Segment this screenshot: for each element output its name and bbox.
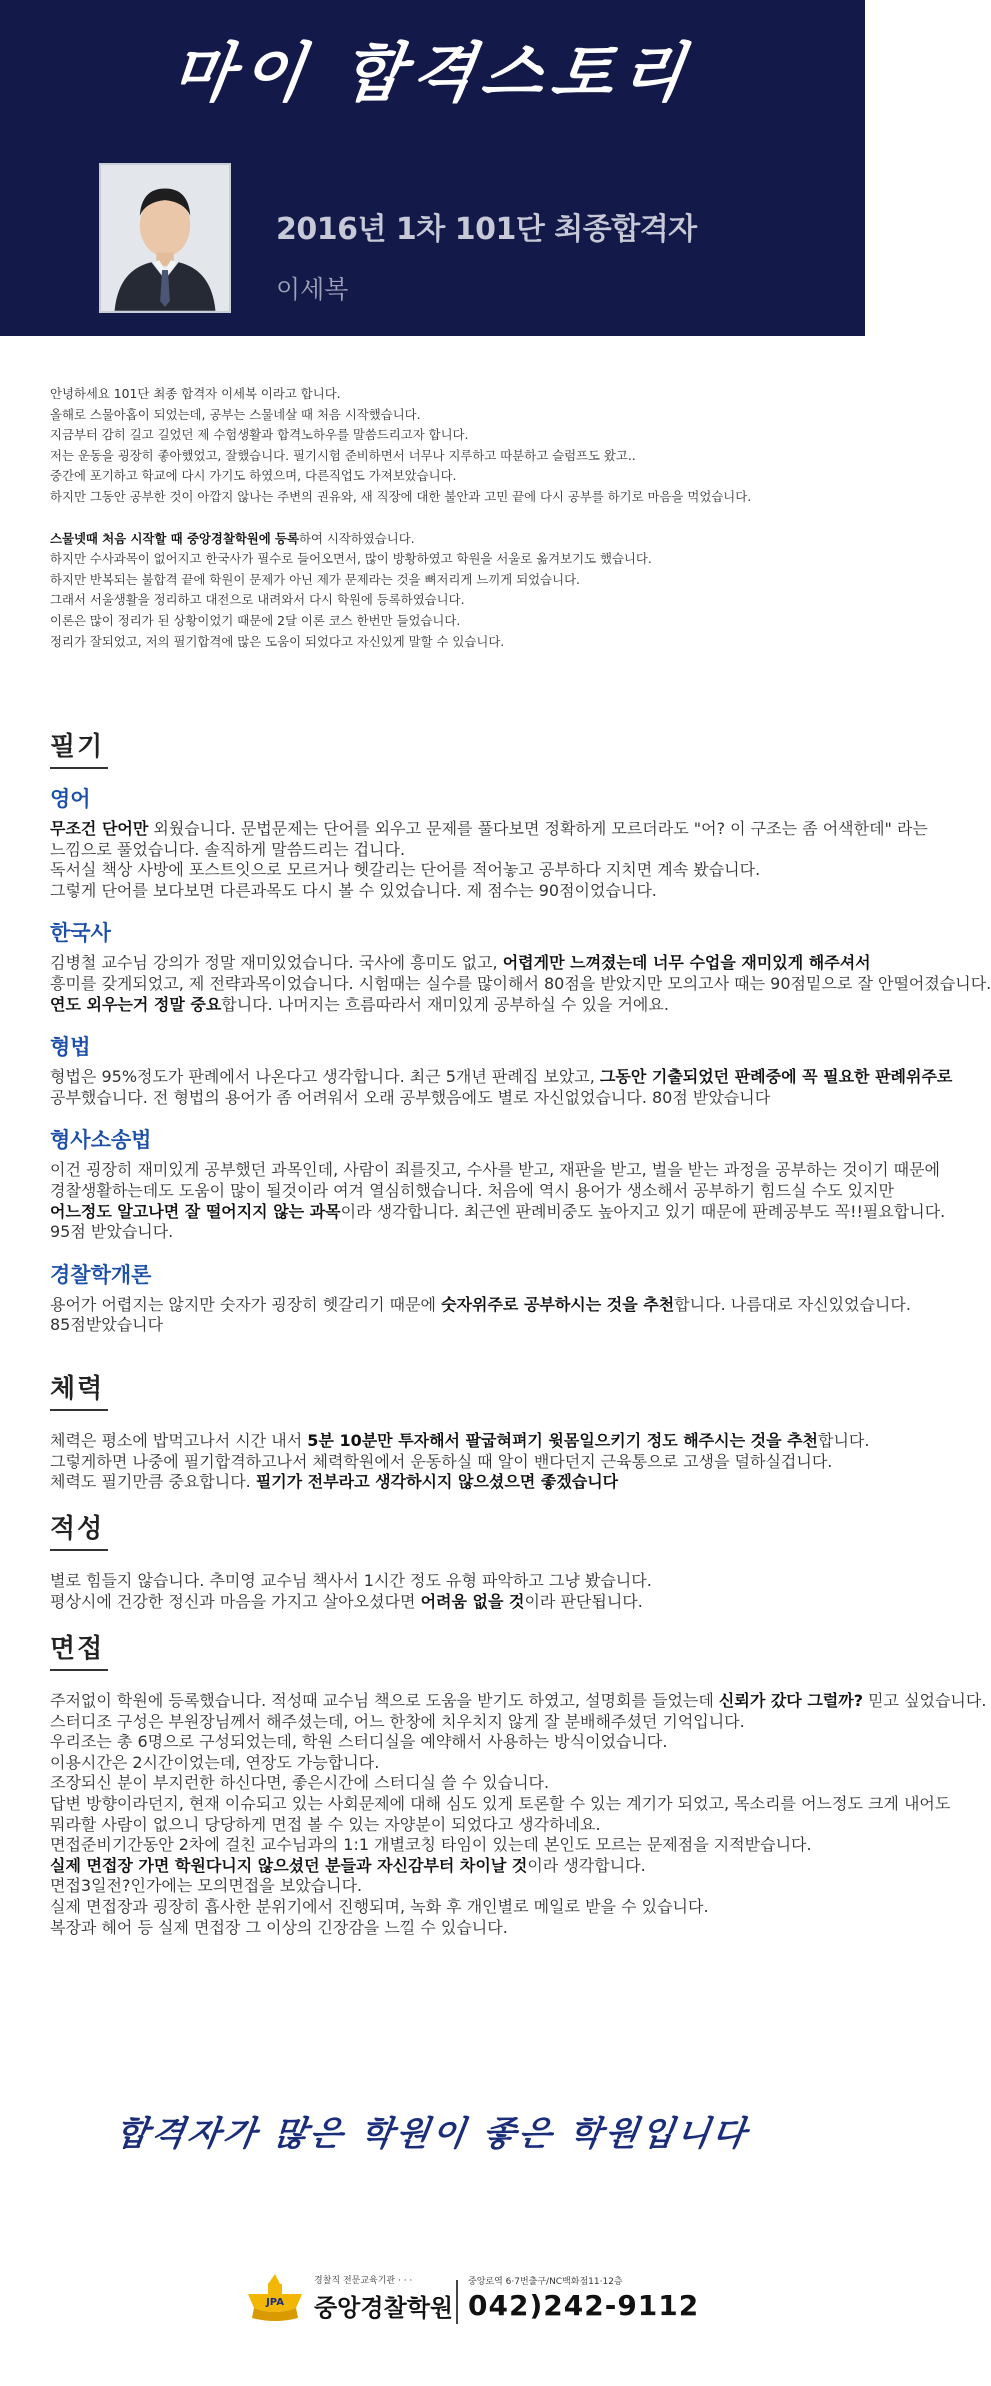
emphasis-text: 필기가 전부라고 생각하시지 않으셨으면 좋겠습니다: [255, 1472, 619, 1492]
text-line: [50, 1201, 946, 1223]
text-line: [50, 529, 850, 550]
emphasis-text: 5분 10분만 투자해서 팔굽혀펴기 윗몸일으키기 정도 해주시는 것을 추천: [307, 1431, 819, 1450]
academy-name: 중앙경찰학원: [314, 2294, 454, 2322]
text-line: 공부했습니다. 전 형법의 용어가 좀 어려워서 오래 공부했음에도 별로 자신없었습니다. 80점 받았습니다: [50, 1087, 771, 1107]
text-line: 85점받았습니다: [50, 1315, 164, 1335]
text-line: 면접3일전?인가에는 모의면접을 보았습니다.: [50, 1876, 363, 1896]
text-line: 복장과 헤어 등 실제 면접장 그 이상의 긴장감을 느낄 수 있습니다.: [50, 1917, 508, 1937]
interview-text: [50, 1691, 987, 1938]
text-line: 저는 운동을 굉장히 좋아했었고, 잘했습니다. 필기시험 준비하면서 너무나 지루하고 따분하고 슬럼프도 왔고..: [50, 447, 636, 463]
portrait-image: [101, 165, 229, 311]
text-line: 별로 힘들지 않습니다. 추미영 교수님 책사서 1시간 정도 유형 파악하고 그냥 봤습니다.: [50, 1571, 652, 1590]
written-section: [50, 726, 991, 1336]
phone-number: 042)242-9112: [468, 2289, 700, 2322]
emphasis-text: 무조건 단어만: [50, 819, 149, 838]
aptitude-section: [50, 1508, 850, 1612]
text-line: 하지만 그동안 공부한 것이 아깝지 않나는 주변의 권유와, 새 직장에 대한 불안과 고민 끝에 다시 공부를 하기로 마음을 먹었습니다.: [50, 488, 752, 504]
header-banner: [0, 0, 865, 336]
text-line: 중간에 포기하고 학교에 다시 가기도 하였으며, 다른직업도 가져보았습니다.: [50, 468, 457, 484]
subject-police-science: 경찰학개론: [50, 1262, 152, 1287]
intro-paragraph-1: [50, 384, 850, 508]
footer-divider: [456, 2280, 458, 2324]
text-line: 뭐라할 사람이 없으니 당당하게 면접 볼 수 있는 자양분이 되었다고 생각하네요.: [50, 1814, 601, 1834]
text-span: 체력도 필기만큼 중요합니다.: [50, 1472, 256, 1492]
emphasis-text: 스물넷때 처음 시작할 때 중앙경찰학원에 등록: [50, 530, 299, 546]
emphasis-text: 그동안 기출되었던 판례중에 꼭 필요한 판례위주로: [599, 1067, 953, 1087]
winner-name: 이세복: [276, 275, 349, 304]
section-heading-aptitude: 적성: [50, 1508, 108, 1551]
emphasis-text: 실제 면접장 가면 학원다니지 않으셨던 분들과 자신감부터 차이날 것: [50, 1855, 528, 1875]
text-line: 실제 면접장과 굉장히 흡사한 분위기에서 진행되며, 녹화 후 개인별로 메일로 받을 수 있습니다.: [50, 1896, 709, 1916]
text-span: 이라 생각합니다. 최근엔 판례비중도 높아지고 있기 때문에 판례공부도 꼭!!필요합니다.: [340, 1201, 946, 1221]
text-span: 믿고 싶었습니다.: [862, 1691, 987, 1710]
intro-paragraph-2: [50, 529, 850, 653]
text-line: 조장되신 분이 부지런한 하신다면, 좋은시간에 스터디실 쓸 수 있습니다.: [50, 1773, 550, 1793]
police-science-text: [50, 1294, 911, 1336]
text-span: 합니다. 나머지는 흐름따라서 재미있게 공부하실 수 있을 거에요.: [221, 994, 669, 1014]
text-span: 이라 판단됩니다.: [524, 1591, 643, 1611]
text-line: 스터디조 구성은 부원장님께서 해주셨는데, 어느 한창에 치우치지 않게 잘 분배해주셨던 기억입니다.: [50, 1711, 745, 1731]
text-line: [50, 1691, 987, 1712]
text-line: 올해로 스물아홉이 되었는데, 공부는 스물네살 때 처음 시작했습니다.: [50, 406, 421, 422]
emphasis-text: 신뢰가 갔다 그럴까?: [718, 1691, 863, 1710]
fitness-section: [50, 1368, 870, 1493]
text-span: 김병철 교수님 강의가 정말 재미있었습니다. 국사에 흥미도 없고,: [50, 953, 503, 973]
text-line: [50, 1294, 911, 1316]
text-line: 95점 받았습니다.: [50, 1222, 174, 1242]
text-line: 우리조는 총 6명으로 구성되었는데, 학원 스터디실을 예약해서 사용하는 방식이었습니다.: [50, 1732, 668, 1752]
history-text: [50, 953, 991, 1015]
emphasis-text: 어렵게만 느껴졌는데 너무 수업을 재미있게 해주셔서: [502, 953, 871, 973]
story-title: 마이 합격스토리: [166, 36, 697, 111]
criminal-procedure-text: [50, 1160, 946, 1242]
emphasis-text: 숫자위주로 공부하시는 것을 추천: [441, 1294, 675, 1314]
text-span: 형법은 95%정도가 판례에서 나온다고 생각합니다. 최근 5개년 판례집 보았고,: [50, 1067, 600, 1087]
text-span: 용어가 어렵지는 않지만 숫자가 굉장히 헷갈리기 때문에: [50, 1294, 442, 1314]
text-span: 외웠습니다. 문법문제는 단어를 외우고 문제를 풀다보면 정확하게 모르더라도 "어? 이 구조는 좀 어색한데" 라는: [148, 819, 928, 838]
emphasis-text: 연도 외우는거 정말 중요: [50, 994, 222, 1014]
text-span: 합니다.: [818, 1431, 870, 1450]
text-line: 이건 굉장히 재미있게 공부했던 과목인데, 사람이 죄를짓고, 수사를 받고, 재판을 받고, 벌을 받는 과정을 공부하는 것이기 때문에: [50, 1160, 940, 1180]
text-line: 하지만 반복되는 불합격 끝에 학원이 문제가 아닌 제가 문제라는 것을 뼈저리게 느끼게 되었습니다.: [50, 571, 580, 587]
academy-logo: [244, 2272, 453, 2324]
subject-history: 한국사: [50, 921, 111, 946]
text-span: 합니다. 나름대로 자신있었습니다.: [674, 1294, 911, 1314]
text-line: 이론은 많이 정리가 된 상황이었기 때문에 2달 이론 코스 한번만 들었습니다.: [50, 612, 461, 628]
text-line: [50, 1856, 850, 1877]
section-heading-fitness: 체력: [50, 1368, 108, 1411]
police-badge-icon: [244, 2272, 306, 2324]
subject-criminal-law: 형법: [50, 1035, 91, 1060]
text-line: 지금부터 감히 길고 길었던 제 수험생활과 합격노하우를 말씀드리고자 합니다.: [50, 427, 469, 443]
interview-section: [50, 1628, 987, 1938]
text-line: 이용시간은 2시간이었는데, 연장도 가능합니다.: [50, 1752, 380, 1772]
intro-section: [50, 384, 850, 652]
english-text: [50, 819, 928, 901]
text-line: 흥미를 갖게되었고, 제 전략과목이었습니다. 시험때는 실수를 많이해서 80점을 받았지만 모의고사 때는 90점밑으로 잘 안떨어졌습니다.: [50, 973, 991, 993]
section-heading-interview: 면접: [50, 1628, 108, 1671]
text-line: 하지만 수사과목이 없어지고 한국사가 필수로 들어오면서, 많이 방황하였고 학원을 서울로 옮겨보기도 했습니다.: [50, 551, 652, 567]
address-text: 중앙로역 6·7번출구/NC백화점11·12층: [468, 2277, 623, 2287]
fitness-text: [50, 1431, 870, 1493]
subject-criminal-procedure: 형사소송법: [50, 1128, 152, 1153]
winner-title: 2016년 1차 101단 최종합격자: [276, 212, 697, 247]
logo-tagline: 경찰직 전문교육기관 · · ·: [314, 2276, 413, 2286]
text-line: 독서실 책상 사방에 포스트잇으로 모르거나 헷갈리는 단어를 적어놓고 공부하다 지치면 계속 봤습니다.: [50, 860, 761, 880]
aptitude-text: [50, 1571, 850, 1612]
text-span: 하여 시작하였습니다.: [299, 530, 415, 546]
text-line: 안녕하세요 101단 최종 합격자 이세복 이라고 합니다.: [50, 386, 341, 401]
text-span: 체력은 평소에 밥먹고나서 시간 내서: [50, 1431, 308, 1450]
emphasis-text: 어느정도 알고나면 잘 떨어지지 않는 과목: [50, 1201, 341, 1221]
text-span: 이라 생각합니다.: [527, 1855, 646, 1875]
text-line: [50, 953, 871, 974]
text-line: [50, 995, 850, 1016]
section-heading-written: 필기: [50, 726, 108, 769]
logo-badge-text: JPA: [266, 2297, 284, 2308]
text-line: 그렇게하면 나중에 필기합격하고나서 체력학원에서 운동하실 때 알이 밴다던지 근육통으로 고생을 덜하실겁니다.: [50, 1451, 833, 1471]
text-line: [50, 819, 928, 840]
subject-english: 영어: [50, 787, 91, 811]
text-line: 정리가 잘되었고, 저의 필기합격에 많은 도움이 되었다고 자신있게 말할 수 있습니다.: [50, 633, 505, 649]
emphasis-text: 어려움 없을 것: [420, 1591, 525, 1611]
text-span: 주저없이 학원에 등록했습니다. 적성때 교수님 책으로 도움을 받기도 하였고, 설명회를 들었는데: [50, 1691, 719, 1710]
slogan-text: 합격자가 많은 학원이 좋은 학원입니다: [112, 2114, 752, 2154]
text-line: 면접준비기간동안 2차에 걸친 교수님과의 1:1 개별코칭 타임이 있는데 본인도 모르는 문제점을 지적받습니다.: [50, 1835, 812, 1855]
text-line: 답변 방향이라던지, 현재 이슈되고 있는 사회문제에 대해 심도 있게 토론할 수 있는 계기가 되었고, 목소리를 어느정도 크게 내어도: [50, 1793, 951, 1813]
criminal-law-text: [50, 1067, 953, 1108]
footer: [0, 2236, 865, 2386]
text-line: [50, 1067, 953, 1088]
text-span: 평상시에 건강한 정신과 마음을 가지고 살아오셨다면: [50, 1591, 421, 1611]
logo-texts: [314, 2273, 453, 2323]
text-line: 느낌으로 풀었습니다. 솔직하게 말씀드리는 겁니다.: [50, 839, 406, 859]
text-line: [50, 1592, 850, 1613]
text-line: 그렇게 단어를 보다보면 다른과목도 다시 볼 수 있었습니다. 제 점수는 90점이었습니다.: [50, 880, 657, 900]
text-line: 그래서 서울생활을 정리하고 대전으로 내려와서 다시 학원에 등록하였습니다.: [50, 592, 465, 608]
winner-photo: [99, 163, 231, 313]
text-line: [50, 1472, 850, 1493]
contact-info: [468, 2274, 699, 2322]
text-line: 경찰생활하는데도 도움이 많이 될것이라 여겨 열심히했습니다. 처음에 역시 용어가 생소해서 공부하기 힘드실 수도 있지만: [50, 1180, 895, 1200]
text-line: [50, 1431, 870, 1452]
